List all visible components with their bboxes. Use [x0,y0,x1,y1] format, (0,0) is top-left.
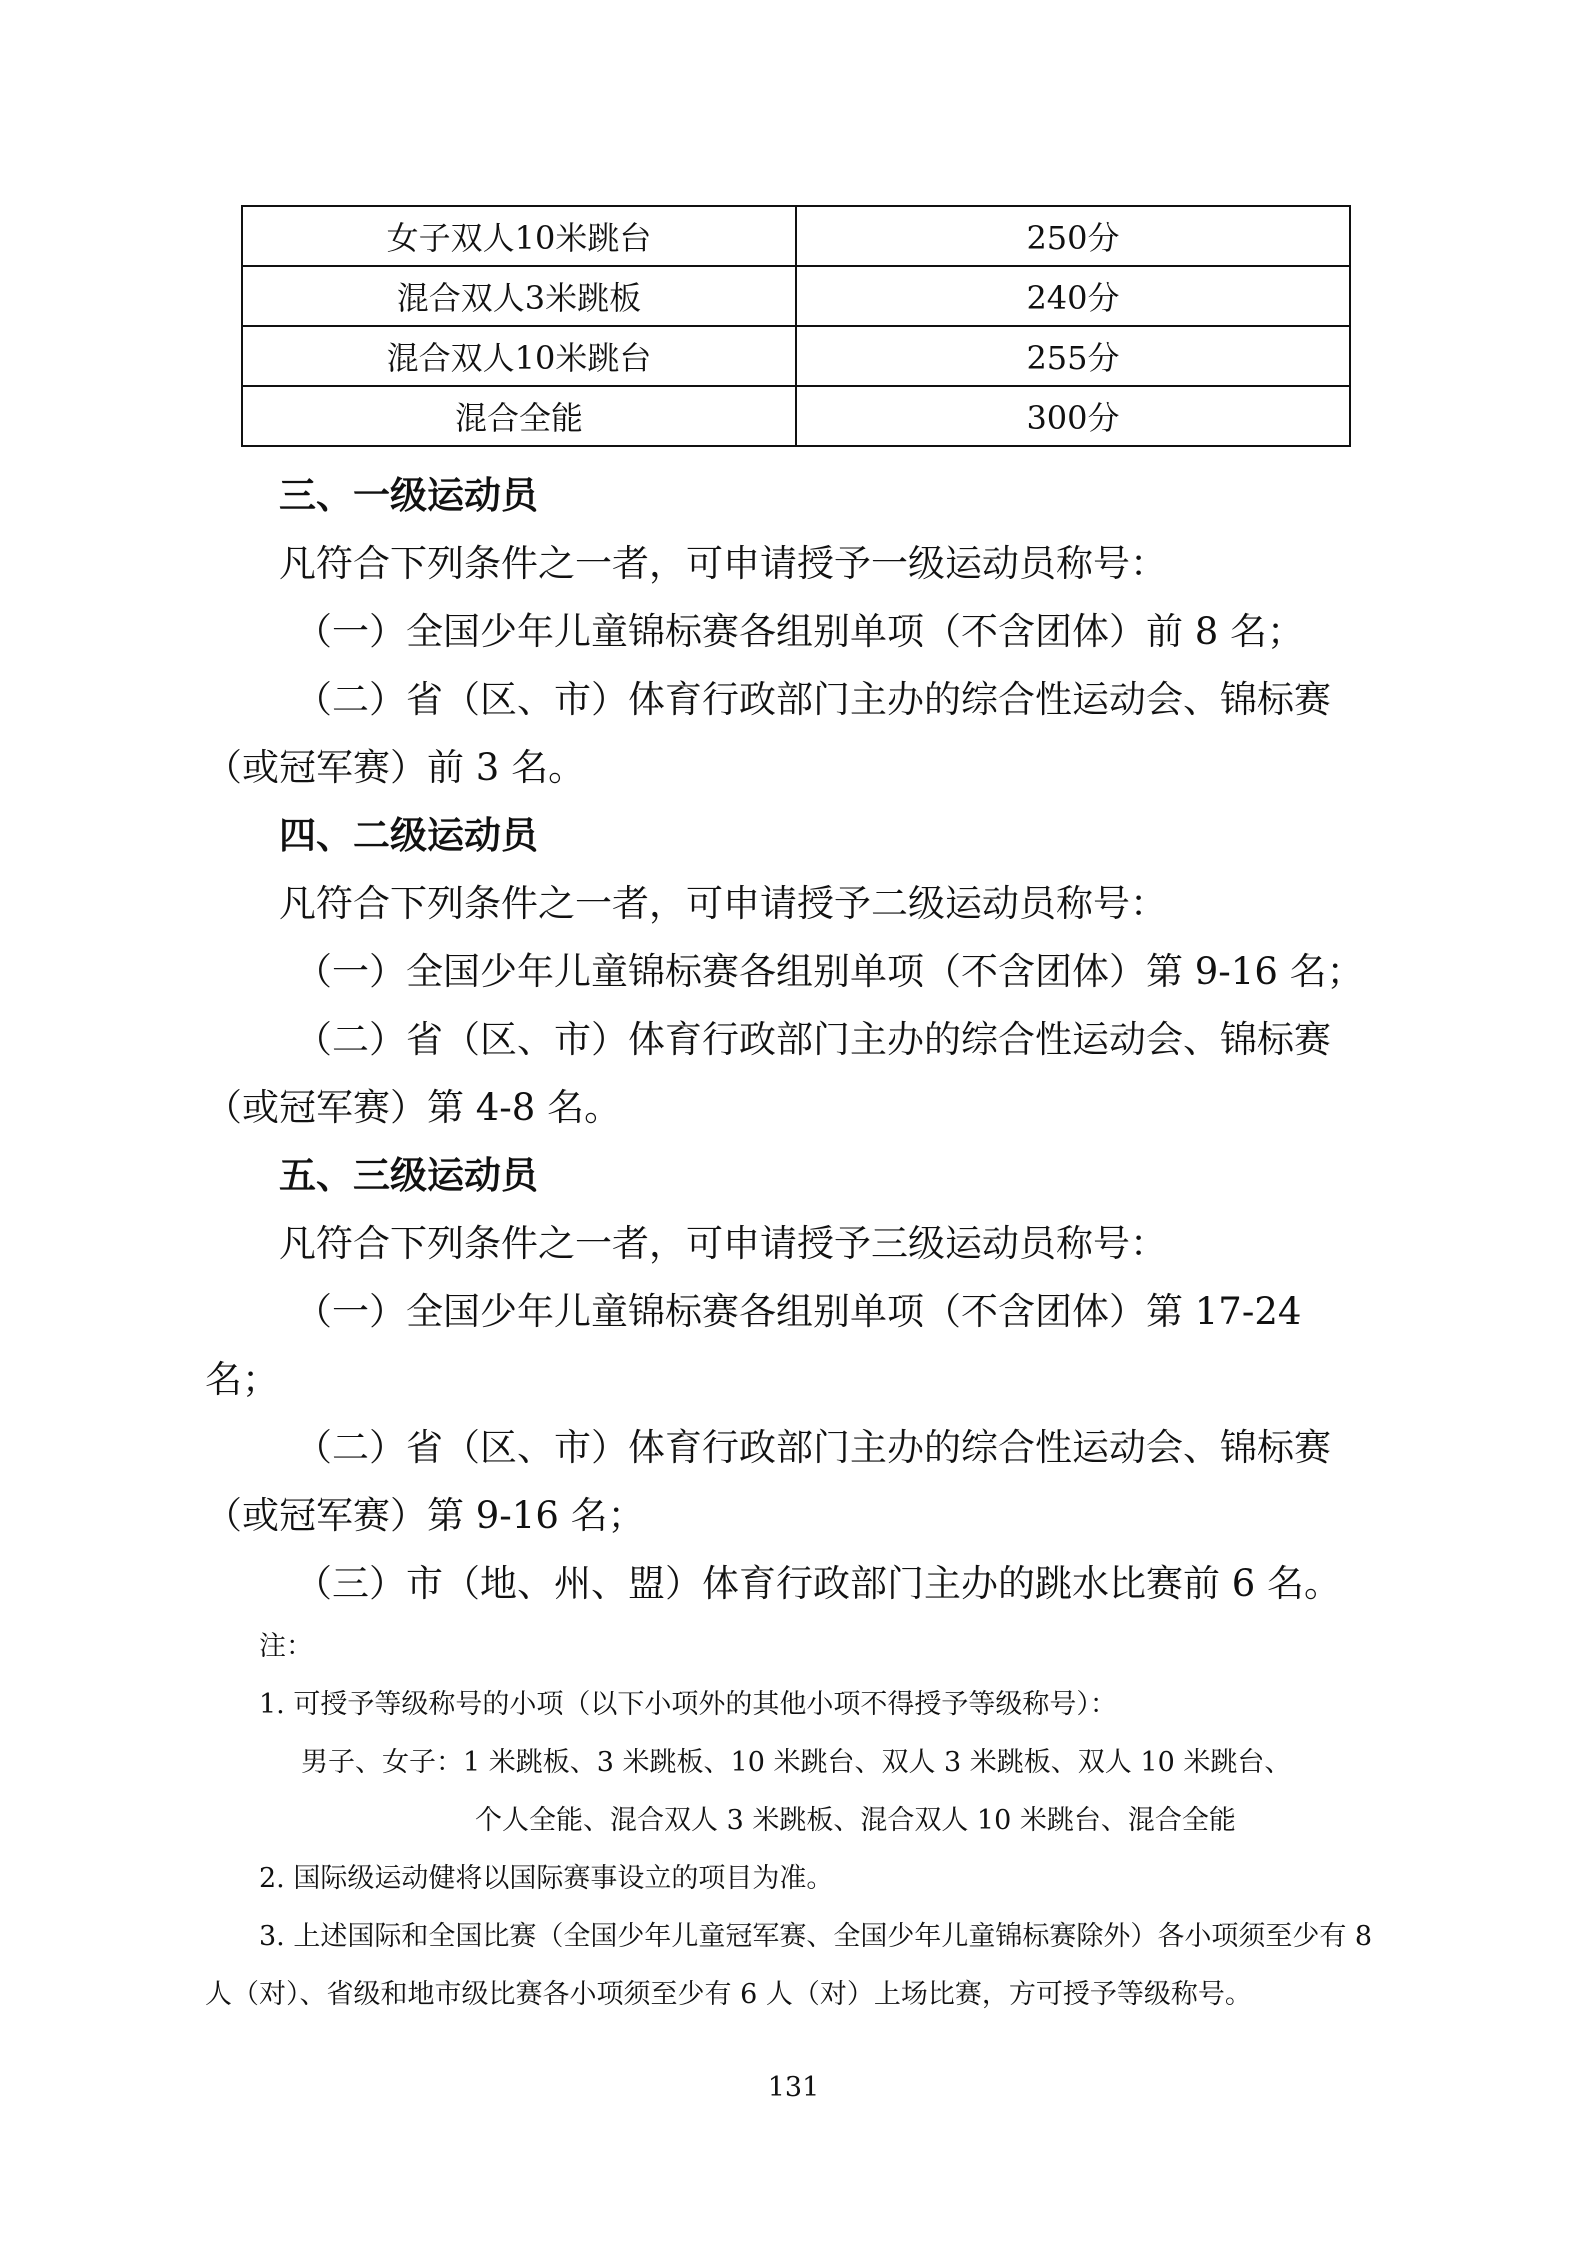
section-heading: 四、二级运动员 [279,814,538,857]
event-cell: 混合双人10米跳台 [242,326,796,386]
section-intro: 凡符合下列条件之一者，可申请授予一级运动员称号： [279,542,1167,585]
note-sublist-line: 男子、女子：1 米跳板、3 米跳板、10 米跳台、双人 3 米跳板、双人 10 米跳台、 [301,1747,1292,1778]
note-item: 3. 上述国际和全国比赛（全国少年儿童冠军赛、全国少年儿童锦标赛除外）各小项须至少有 8 人（对）、省级和地市级比赛各小项须至少有 6 人（对）上场比赛，方可授予等级称号。 [205,1921,1373,2010]
note-item: 1. 可授予等级称号的小项（以下小项外的其他小项不得授予等级称号）： [259,1689,1117,1720]
section-intro: 凡符合下列条件之一者，可申请授予二级运动员称号： [279,882,1167,925]
table-row [242,266,1350,326]
section-intro: 凡符合下列条件之一者，可申请授予三级运动员称号： [279,1222,1167,1265]
list-item: （二）省（区、市）体育行政部门主办的综合性运动会、锦标赛（或冠军赛）前 3 名。 [205,678,1331,789]
list-item: （三）市（地、州、盟）体育行政部门主办的跳水比赛前 6 名。 [295,1562,1342,1605]
score-cell: 250分 [796,206,1350,266]
list-item: （一）全国少年儿童锦标赛各组别单项（不含团体）第 9-16 名； [295,950,1364,993]
list-item: （一）全国少年儿童锦标赛各组别单项（不含团体）第 17-24 名； [205,1290,1302,1401]
event-cell: 女子双人10米跳台 [242,206,796,266]
notes [205,1618,1385,2024]
score-cell: 300分 [796,386,1350,446]
list-item: （二）省（区、市）体育行政部门主办的综合性运动会、锦标赛（或冠军赛）第 4-8 名。 [205,1018,1331,1129]
score-cell: 255分 [796,326,1350,386]
page-number: 131 [767,2072,820,2103]
score-cell: 240分 [796,266,1350,326]
table-row [242,386,1350,446]
table-row [242,206,1350,266]
note-sublist-line: 个人全能、混合双人 3 米跳板、混合双人 10 米跳台、混合全能 [475,1805,1236,1836]
note-item: 2. 国际级运动健将以国际赛事设立的项目为准。 [259,1863,834,1894]
score-table [241,205,1351,447]
event-cell: 混合全能 [242,386,796,446]
table-row [242,326,1350,386]
section-heading: 五、三级运动员 [279,1154,538,1197]
section-heading: 三、一级运动员 [279,474,538,517]
event-cell: 混合双人3米跳板 [242,266,796,326]
list-item: （一）全国少年儿童锦标赛各组别单项（不含团体）前 8 名； [295,610,1305,653]
notes-label: 注： [259,1631,313,1662]
body-text [205,462,1385,1618]
list-item: （二）省（区、市）体育行政部门主办的综合性运动会、锦标赛（或冠军赛）第 9-16 名； [205,1426,1331,1537]
